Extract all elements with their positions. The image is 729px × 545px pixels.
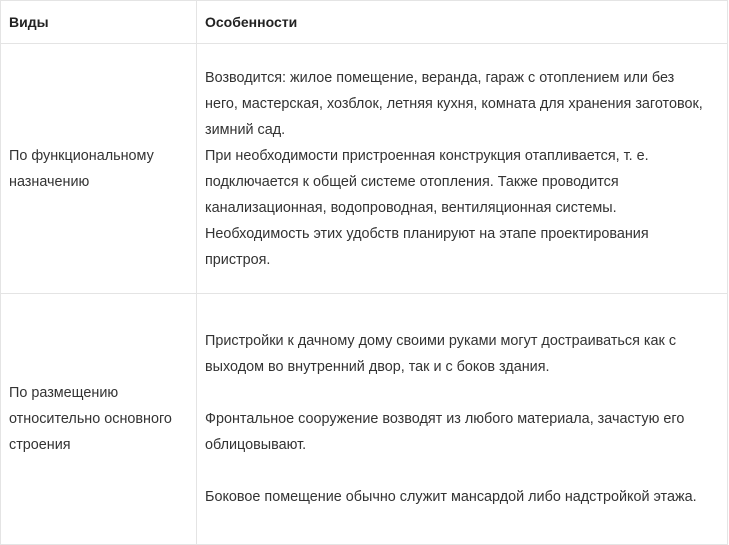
feature-paragraph: Пристройки к дачному дому своими руками могут достраиваться как с выходом во внутренний двор, так и с боков здания.: [205, 333, 677, 375]
table-row: [1, 294, 728, 545]
feature-paragraph: Боковое помещение обычно служит мансардой либо надстройкой этажа.: [205, 489, 697, 505]
paragraph-gap: [205, 458, 711, 484]
table-row: [1, 44, 728, 294]
features-cell: [197, 44, 728, 294]
feature-paragraph: При необходимости пристроенная конструкция отапливается, т. е. подключается к общей системе отопления. Также проводится канализационная, водопроводная, вентиляционная системы. Необходимость этих удобств планируют на этапе проектирования пристроя.: [205, 147, 649, 268]
kind-label: По функциональному назначению: [9, 147, 154, 190]
table-header-row: [1, 1, 728, 44]
header-features: Особенности: [197, 1, 728, 44]
kind-cell: [1, 44, 197, 294]
kind-label: По размещению относительно основного строения: [9, 385, 172, 453]
header-kind: Виды: [1, 1, 197, 44]
features-cell: [197, 294, 728, 545]
kind-cell: [1, 294, 197, 545]
feature-paragraph: Возводится: жилое помещение, веранда, гараж с отоплением или без него, мастерская, хозблок, летняя кухня, комната для хранения заготовок, зимний сад.: [205, 69, 703, 138]
paragraph-gap: [205, 380, 711, 406]
feature-paragraph: Фронтальное сооружение возводят из любого материала, зачастую его облицовывают.: [205, 411, 685, 453]
